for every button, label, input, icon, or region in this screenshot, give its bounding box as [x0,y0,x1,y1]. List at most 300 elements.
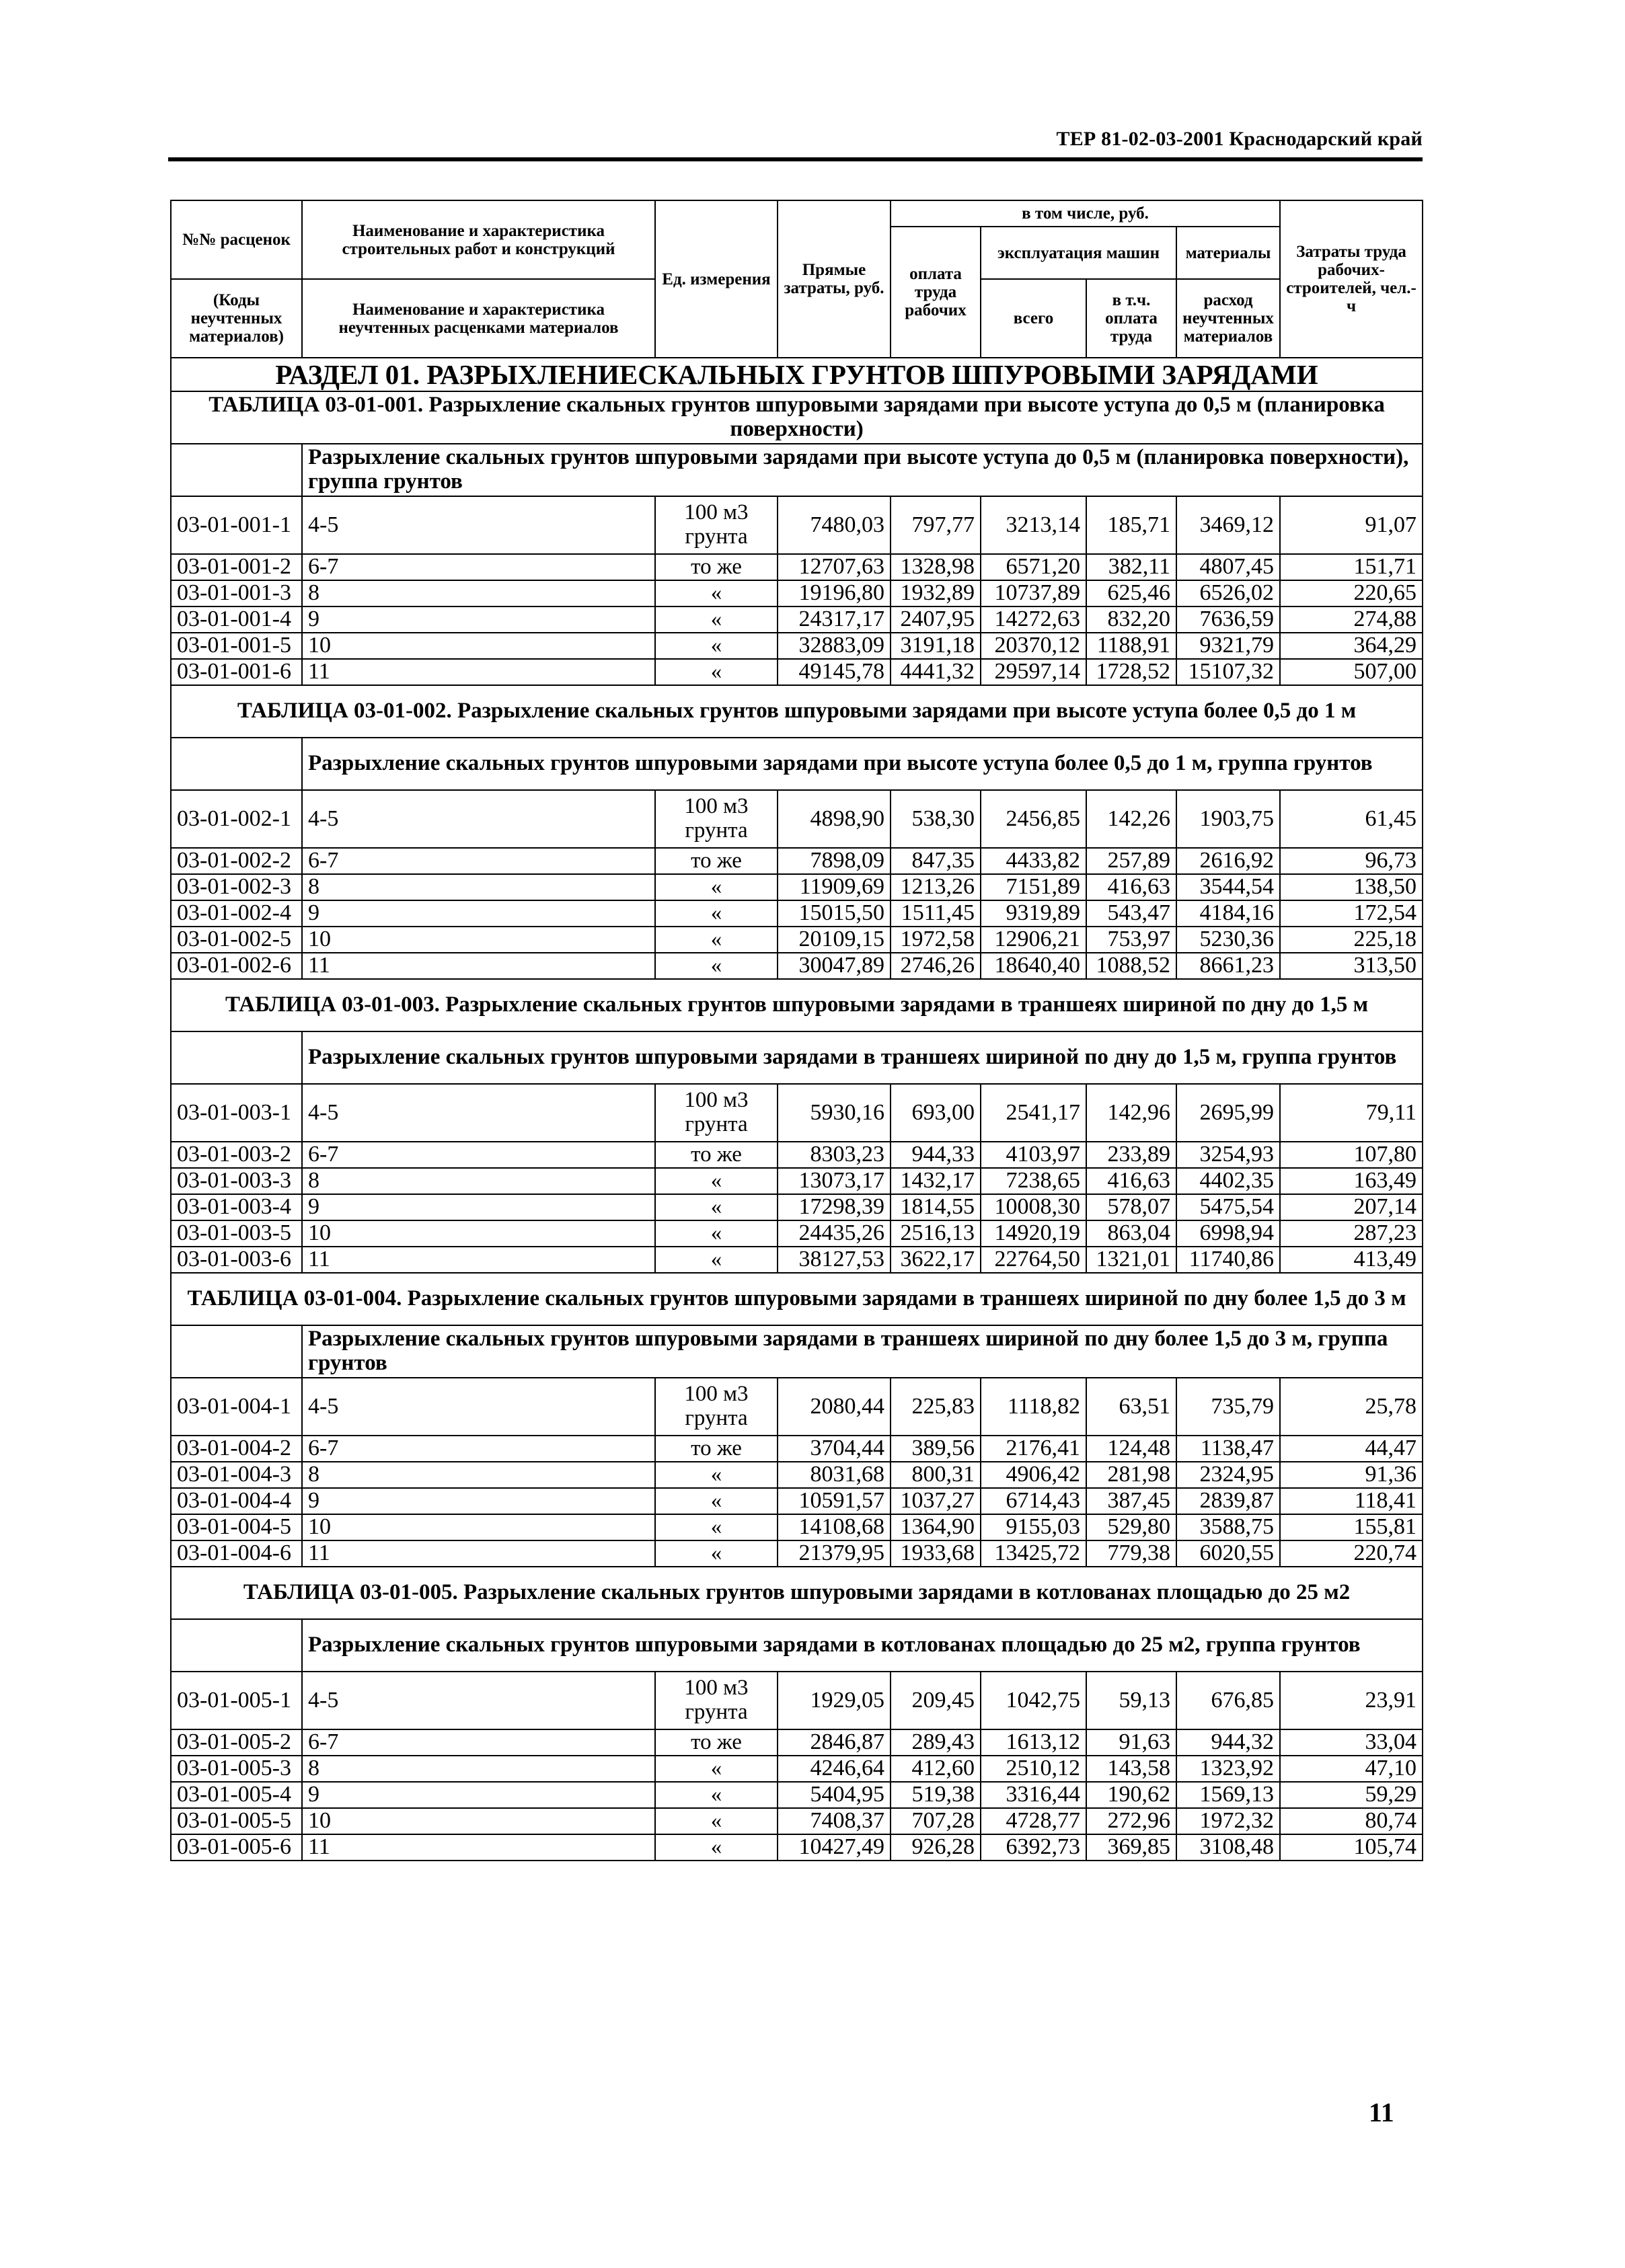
col-machines: эксплуатация машин [981,227,1176,279]
rate-code: 03-01-004-2 [171,1436,302,1462]
materials: 11740,86 [1176,1247,1280,1273]
unit-cell: 100 м3 грунта [655,1378,778,1436]
labor-pay: 3622,17 [891,1247,981,1273]
page-number: 11 [1369,2097,1394,2127]
machines-total: 4103,97 [981,1142,1086,1168]
table-title-row [171,1567,1423,1619]
materials: 1972,32 [1176,1808,1280,1834]
labor-hours: 364,29 [1280,633,1423,659]
rate-code: 03-01-005-5 [171,1808,302,1834]
labor-hours: 79,11 [1280,1084,1423,1142]
labor-pay: 1814,55 [891,1194,981,1220]
materials: 3469,12 [1176,496,1280,554]
machines-total: 1613,12 [981,1729,1086,1756]
unit-cell: « [655,1220,778,1247]
soil-group: 8 [302,1756,655,1782]
unit-cell: « [655,1834,778,1861]
rate-code: 03-01-005-6 [171,1834,302,1861]
table-title: ТАБЛИЦА 03-01-004. Разрыхление скальных грунтов шпуровыми зарядами в траншеях шириной по дну более 1,5 до 3 м [171,1273,1423,1325]
table-description: Разрыхление скальных грунтов шпуровыми зарядами в траншеях шириной по дну более 1,5 до 3 м, группа грунтов [302,1325,1423,1378]
table-row [171,1247,1423,1273]
materials: 944,32 [1176,1729,1280,1756]
table-description-row [171,1325,1423,1378]
unit-cell: « [655,1194,778,1220]
direct-cost: 10591,57 [778,1488,891,1514]
soil-group: 11 [302,1247,655,1273]
rate-code: 03-01-001-1 [171,496,302,554]
machines-labor: 233,89 [1086,1142,1176,1168]
table-row [171,1378,1423,1436]
unit-cell: « [655,633,778,659]
unit-cell: « [655,659,778,685]
rate-code: 03-01-004-6 [171,1540,302,1567]
soil-group: 8 [302,1462,655,1488]
labor-pay: 1213,26 [891,874,981,900]
labor-hours: 44,47 [1280,1436,1423,1462]
rate-code: 03-01-002-5 [171,927,302,953]
materials: 1323,92 [1176,1756,1280,1782]
machines-total: 2176,41 [981,1436,1086,1462]
table-row [171,953,1423,979]
machines-labor: 779,38 [1086,1540,1176,1567]
materials: 15107,32 [1176,659,1280,685]
labor-hours: 220,65 [1280,580,1423,607]
machines-labor: 63,51 [1086,1378,1176,1436]
labor-pay: 693,00 [891,1084,981,1142]
soil-group: 8 [302,580,655,607]
direct-cost: 3704,44 [778,1436,891,1462]
machines-labor: 382,11 [1086,554,1176,580]
labor-hours: 225,18 [1280,927,1423,953]
machines-total: 22764,50 [981,1247,1086,1273]
direct-cost: 1929,05 [778,1672,891,1729]
materials: 6998,94 [1176,1220,1280,1247]
machines-total: 1042,75 [981,1672,1086,1729]
machines-total: 9319,89 [981,900,1086,927]
col-labor-pay: оплата труда рабочих [891,227,981,358]
soil-group: 4-5 [302,1672,655,1729]
labor-hours: 155,81 [1280,1514,1423,1540]
direct-cost: 24317,17 [778,607,891,633]
labor-hours: 23,91 [1280,1672,1423,1729]
direct-cost: 12707,63 [778,554,891,580]
direct-cost: 2846,87 [778,1729,891,1756]
rate-code: 03-01-005-2 [171,1729,302,1756]
table-description-row [171,1031,1423,1084]
table-row [171,927,1423,953]
unit-cell: то же [655,848,778,874]
direct-cost: 8303,23 [778,1142,891,1168]
machines-total: 6571,20 [981,554,1086,580]
table-row [171,1462,1423,1488]
table-row [171,1729,1423,1756]
machines-labor: 753,97 [1086,927,1176,953]
direct-cost: 7898,09 [778,848,891,874]
labor-hours: 80,74 [1280,1808,1423,1834]
materials: 676,85 [1176,1672,1280,1729]
materials: 1903,75 [1176,790,1280,848]
machines-total: 6392,73 [981,1834,1086,1861]
labor-pay: 1511,45 [891,900,981,927]
machines-total: 4906,42 [981,1462,1086,1488]
col-incl: в том числе, руб. [891,200,1280,227]
direct-cost: 5930,16 [778,1084,891,1142]
description-spacer [171,444,302,496]
materials: 735,79 [1176,1378,1280,1436]
labor-hours: 163,49 [1280,1168,1423,1194]
direct-cost: 8031,68 [778,1462,891,1488]
machines-labor: 832,20 [1086,607,1176,633]
materials: 5475,54 [1176,1194,1280,1220]
machines-labor: 257,89 [1086,848,1176,874]
soil-group: 4-5 [302,1378,655,1436]
rate-code: 03-01-004-4 [171,1488,302,1514]
col-name-bottom: Наименование и характеристика неучтенных расценками материалов [302,279,655,358]
table-row [171,1436,1423,1462]
soil-group: 9 [302,1488,655,1514]
labor-pay: 2746,26 [891,953,981,979]
description-spacer [171,1325,302,1378]
labor-hours: 105,74 [1280,1834,1423,1861]
materials: 6020,55 [1176,1540,1280,1567]
soil-group: 11 [302,953,655,979]
direct-cost: 20109,15 [778,927,891,953]
col-unit: Ед. измерения [655,200,778,358]
table-row [171,580,1423,607]
unit-cell: 100 м3 грунта [655,790,778,848]
direct-cost: 2080,44 [778,1378,891,1436]
unit-cell: « [655,953,778,979]
soil-group: 9 [302,1782,655,1808]
col-materials: материалы [1176,227,1280,279]
col-machines-total: всего [981,279,1086,358]
labor-pay: 847,35 [891,848,981,874]
direct-cost: 11909,69 [778,874,891,900]
materials: 4402,35 [1176,1168,1280,1194]
direct-cost: 7480,03 [778,496,891,554]
table-row [171,1808,1423,1834]
table-row [171,554,1423,580]
col-name-top: Наименование и характеристика строительных работ и конструкций [302,200,655,279]
table-row [171,1084,1423,1142]
machines-total: 1118,82 [981,1378,1086,1436]
unit-cell: « [655,1168,778,1194]
labor-hours: 91,36 [1280,1462,1423,1488]
machines-total: 3213,14 [981,496,1086,554]
table-row [171,1756,1423,1782]
rate-code: 03-01-003-2 [171,1142,302,1168]
soil-group: 6-7 [302,554,655,580]
labor-pay: 1972,58 [891,927,981,953]
direct-cost: 10427,49 [778,1834,891,1861]
rate-code: 03-01-002-4 [171,900,302,927]
unit-cell: то же [655,554,778,580]
labor-hours: 220,74 [1280,1540,1423,1567]
table-title: ТАБЛИЦА 03-01-003. Разрыхление скальных грунтов шпуровыми зарядами в траншеях шириной по дну до 1,5 м [171,979,1423,1031]
machines-labor: 281,98 [1086,1462,1176,1488]
table-title: ТАБЛИЦА 03-01-005. Разрыхление скальных грунтов шпуровыми зарядами в котлованах площадью до 25 м2 [171,1567,1423,1619]
rate-code: 03-01-001-6 [171,659,302,685]
soil-group: 4-5 [302,496,655,554]
soil-group: 11 [302,1540,655,1567]
direct-cost: 5404,95 [778,1782,891,1808]
header-row-1 [171,200,1423,227]
rate-code: 03-01-002-6 [171,953,302,979]
machines-labor: 529,80 [1086,1514,1176,1540]
labor-hours: 507,00 [1280,659,1423,685]
soil-group: 10 [302,1220,655,1247]
unit-cell: « [655,1782,778,1808]
direct-cost: 15015,50 [778,900,891,927]
soil-group: 10 [302,1808,655,1834]
labor-pay: 1037,27 [891,1488,981,1514]
labor-pay: 289,43 [891,1729,981,1756]
unit-cell: 100 м3 грунта [655,496,778,554]
rate-code: 03-01-003-4 [171,1194,302,1220]
labor-pay: 2407,95 [891,607,981,633]
machines-total: 20370,12 [981,633,1086,659]
materials: 2616,92 [1176,848,1280,874]
table-row [171,1142,1423,1168]
table-description: Разрыхление скальных грунтов шпуровыми зарядами при высоте уступа более 0,5 до 1 м, группа грунтов [302,738,1423,790]
machines-labor: 185,71 [1086,496,1176,554]
machines-labor: 1728,52 [1086,659,1176,685]
machines-labor: 1188,91 [1086,633,1176,659]
machines-total: 4433,82 [981,848,1086,874]
soil-group: 8 [302,874,655,900]
labor-pay: 2516,13 [891,1220,981,1247]
labor-pay: 800,31 [891,1462,981,1488]
unit-cell: « [655,1808,778,1834]
direct-cost: 7408,37 [778,1808,891,1834]
rate-code: 03-01-002-1 [171,790,302,848]
soil-group: 11 [302,659,655,685]
machines-total: 7238,65 [981,1168,1086,1194]
soil-group: 10 [302,633,655,659]
rate-code: 03-01-002-2 [171,848,302,874]
machines-total: 14920,19 [981,1220,1086,1247]
labor-hours: 151,71 [1280,554,1423,580]
section-row [171,358,1423,391]
direct-cost: 38127,53 [778,1247,891,1273]
labor-pay: 707,28 [891,1808,981,1834]
labor-hours: 61,45 [1280,790,1423,848]
machines-labor: 142,96 [1086,1084,1176,1142]
materials: 1569,13 [1176,1782,1280,1808]
machines-labor: 543,47 [1086,900,1176,927]
machines-total: 2510,12 [981,1756,1086,1782]
machines-total: 10008,30 [981,1194,1086,1220]
soil-group: 6-7 [302,1729,655,1756]
section-title: РАЗДЕЛ 01. РАЗРЫХЛЕНИЕСКАЛЬНЫХ ГРУНТОВ ШПУРОВЫМИ ЗАРЯДАМИ [171,358,1423,391]
table-title-row [171,391,1423,444]
description-spacer [171,738,302,790]
labor-hours: 287,23 [1280,1220,1423,1247]
header-rule [168,157,1423,161]
rate-code: 03-01-005-3 [171,1756,302,1782]
materials: 9321,79 [1176,633,1280,659]
rate-code: 03-01-003-5 [171,1220,302,1247]
materials: 5230,36 [1176,927,1280,953]
machines-labor: 416,63 [1086,874,1176,900]
labor-hours: 172,54 [1280,900,1423,927]
table-row [171,1782,1423,1808]
table-row [171,633,1423,659]
table-title-row [171,979,1423,1031]
materials: 3254,93 [1176,1142,1280,1168]
labor-hours: 274,88 [1280,607,1423,633]
machines-labor: 1321,01 [1086,1247,1176,1273]
table-row [171,496,1423,554]
labor-pay: 1932,89 [891,580,981,607]
rate-code: 03-01-004-3 [171,1462,302,1488]
table-row [171,1672,1423,1729]
rate-code: 03-01-001-5 [171,633,302,659]
labor-pay: 1364,90 [891,1514,981,1540]
soil-group: 9 [302,900,655,927]
machines-total: 14272,63 [981,607,1086,633]
table-row [171,1834,1423,1861]
table-description: Разрыхление скальных грунтов шпуровыми зарядами в котлованах площадью до 25 м2, группа грунтов [302,1619,1423,1672]
table-title: ТАБЛИЦА 03-01-001. Разрыхление скальных грунтов шпуровыми зарядами при высоте уступа до 0,5 м (планировка поверхности) [171,391,1423,444]
machines-labor: 1088,52 [1086,953,1176,979]
machines-labor: 272,96 [1086,1808,1176,1834]
table-row [171,874,1423,900]
labor-pay: 538,30 [891,790,981,848]
col-machines-labor: в т.ч. оплата труда [1086,279,1176,358]
col-direct: Прямые затраты, руб. [778,200,891,358]
machines-labor: 416,63 [1086,1168,1176,1194]
table-row [171,1168,1423,1194]
materials: 3588,75 [1176,1514,1280,1540]
labor-pay: 797,77 [891,496,981,554]
rate-code: 03-01-004-1 [171,1378,302,1436]
rate-code: 03-01-005-1 [171,1672,302,1729]
machines-total: 3316,44 [981,1782,1086,1808]
unit-cell: « [655,874,778,900]
table-row [171,1194,1423,1220]
materials: 8661,23 [1176,953,1280,979]
direct-cost: 24435,26 [778,1220,891,1247]
document-header: ТЕР 81-02-03-2001 Краснодарский край [1056,128,1423,150]
direct-cost: 21379,95 [778,1540,891,1567]
rate-code: 03-01-001-3 [171,580,302,607]
direct-cost: 49145,78 [778,659,891,685]
rate-code: 03-01-003-6 [171,1247,302,1273]
labor-hours: 33,04 [1280,1729,1423,1756]
unit-cell: « [655,607,778,633]
machines-total: 13425,72 [981,1540,1086,1567]
materials: 2839,87 [1176,1488,1280,1514]
rate-code: 03-01-004-5 [171,1514,302,1540]
labor-pay: 225,83 [891,1378,981,1436]
table-description: Разрыхление скальных грунтов шпуровыми зарядами при высоте уступа до 0,5 м (планировка поверхности), группа грунтов [302,444,1423,496]
table-row [171,659,1423,685]
unit-cell: « [655,1462,778,1488]
materials: 2324,95 [1176,1462,1280,1488]
soil-group: 6-7 [302,1436,655,1462]
soil-group: 10 [302,1514,655,1540]
soil-group: 10 [302,927,655,953]
unit-cell: то же [655,1729,778,1756]
table-description: Разрыхление скальных грунтов шпуровыми зарядами в траншеях шириной по дну до 1,5 м, группа грунтов [302,1031,1423,1084]
labor-pay: 209,45 [891,1672,981,1729]
unit-cell: « [655,1247,778,1273]
labor-hours: 138,50 [1280,874,1423,900]
machines-total: 6714,43 [981,1488,1086,1514]
rate-code: 03-01-003-1 [171,1084,302,1142]
unit-cell: 100 м3 грунта [655,1084,778,1142]
machines-labor: 142,26 [1086,790,1176,848]
machines-total: 29597,14 [981,659,1086,685]
machines-total: 2456,85 [981,790,1086,848]
labor-pay: 944,33 [891,1142,981,1168]
labor-hours: 118,41 [1280,1488,1423,1514]
soil-group: 8 [302,1168,655,1194]
machines-labor: 369,85 [1086,1834,1176,1861]
labor-hours: 413,49 [1280,1247,1423,1273]
direct-cost: 19196,80 [778,580,891,607]
soil-group: 9 [302,607,655,633]
table-row [171,1540,1423,1567]
direct-cost: 13073,17 [778,1168,891,1194]
unit-cell: « [655,580,778,607]
materials: 7636,59 [1176,607,1280,633]
machines-labor: 578,07 [1086,1194,1176,1220]
direct-cost: 32883,09 [778,633,891,659]
soil-group: 11 [302,1834,655,1861]
labor-hours: 107,80 [1280,1142,1423,1168]
materials: 4807,45 [1176,554,1280,580]
unit-cell: то же [655,1436,778,1462]
rates-table [170,200,1423,1861]
labor-hours: 96,73 [1280,848,1423,874]
machines-labor: 143,58 [1086,1756,1176,1782]
unit-cell: « [655,1514,778,1540]
rate-code: 03-01-005-4 [171,1782,302,1808]
direct-cost: 17298,39 [778,1194,891,1220]
materials: 3544,54 [1176,874,1280,900]
labor-pay: 1328,98 [891,554,981,580]
table-row [171,1514,1423,1540]
col-code-top: №№ расценок [171,200,302,279]
machines-total: 2541,17 [981,1084,1086,1142]
col-labor-cost: Затраты труда рабочих-строителей, чел.-ч [1280,200,1423,358]
machines-labor: 59,13 [1086,1672,1176,1729]
table-description-row [171,444,1423,496]
labor-pay: 389,56 [891,1436,981,1462]
table-description-row [171,738,1423,790]
unit-cell: « [655,900,778,927]
machines-total: 18640,40 [981,953,1086,979]
unit-cell: 100 м3 грунта [655,1672,778,1729]
rate-code: 03-01-002-3 [171,874,302,900]
direct-cost: 4898,90 [778,790,891,848]
col-materials-sub: расход неучтенных материалов [1176,279,1280,358]
machines-total: 10737,89 [981,580,1086,607]
unit-cell: то же [655,1142,778,1168]
labor-hours: 59,29 [1280,1782,1423,1808]
direct-cost: 14108,68 [778,1514,891,1540]
machines-labor: 387,45 [1086,1488,1176,1514]
labor-pay: 3191,18 [891,633,981,659]
machines-total: 9155,03 [981,1514,1086,1540]
rate-code: 03-01-003-3 [171,1168,302,1194]
soil-group: 4-5 [302,790,655,848]
labor-hours: 313,50 [1280,953,1423,979]
table-row [171,607,1423,633]
machines-total: 12906,21 [981,927,1086,953]
